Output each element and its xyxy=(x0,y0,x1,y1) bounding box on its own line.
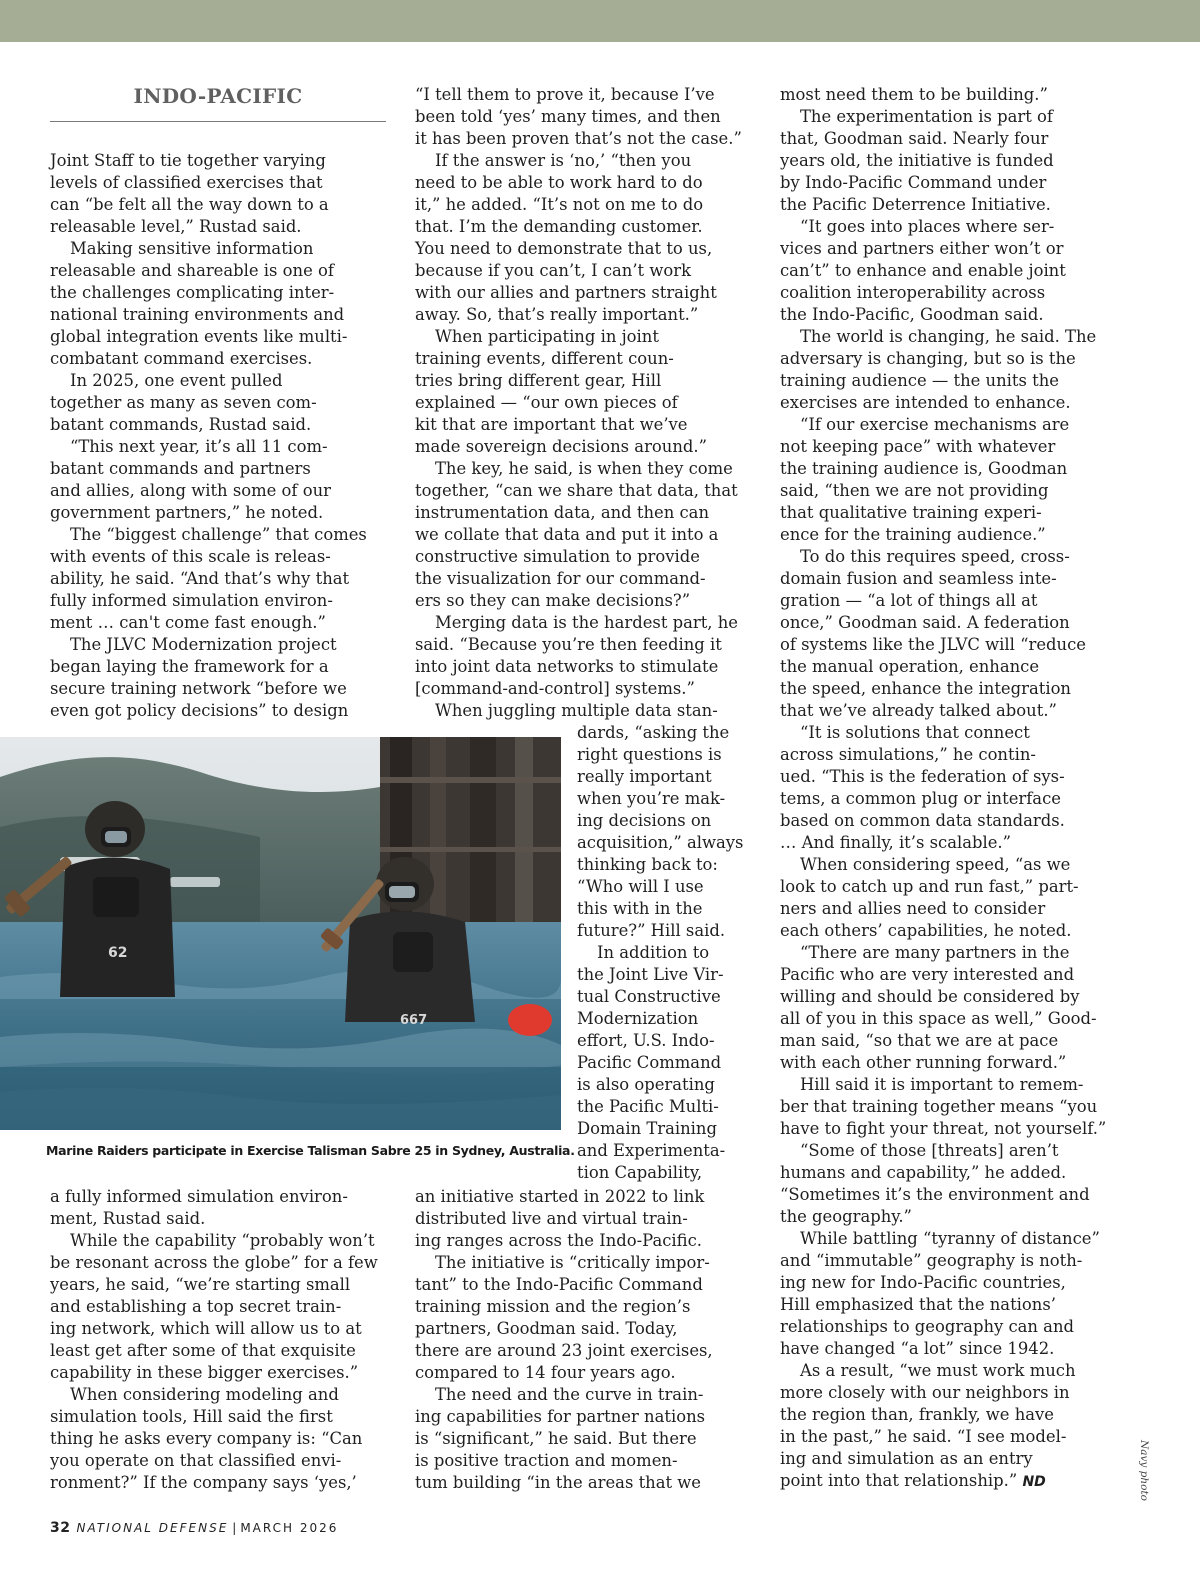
article-text-line: ners and allies need to consider xyxy=(780,899,1046,918)
diver-number-2: 667 xyxy=(400,1013,428,1028)
article-text-line: ing new for Indo-Pacific countries, xyxy=(780,1273,1066,1292)
article-text-line: Modernization xyxy=(577,1009,699,1028)
section-divider xyxy=(50,121,386,122)
column-2-wrap xyxy=(577,722,743,1184)
article-text-line: together as many as seven com- xyxy=(50,393,317,412)
article-text-line: constructive simulation to provide xyxy=(415,547,700,566)
article-text-line: there are around 23 joint exercises, xyxy=(415,1341,713,1360)
article-text-line: fully informed simulation environ- xyxy=(50,591,333,610)
article-text-line: with events of this scale is releas- xyxy=(50,547,331,566)
article-text-line: point into that relationship.” xyxy=(780,1471,1018,1490)
article-text-line: when you’re mak- xyxy=(577,789,726,808)
article-text-line: ment, Rustad said. xyxy=(50,1209,206,1228)
article-text-line: once,” Goodman said. A federation xyxy=(780,613,1070,632)
article-text-line: Domain Training xyxy=(577,1119,717,1138)
article-text-line: gration — “a lot of things all at xyxy=(780,591,1038,610)
article-text-line: man said, “so that we are at pace xyxy=(780,1031,1059,1050)
article-text-line: When participating in joint xyxy=(435,327,659,346)
article-text-line: explained — “our own pieces of xyxy=(415,393,678,412)
column-1-upper xyxy=(50,150,367,722)
article-text-line: with our allies and partners straight xyxy=(415,283,717,302)
article-text-line: the geography.” xyxy=(780,1207,912,1226)
article-text-line: ing ranges across the Indo-Pacific. xyxy=(415,1231,702,1250)
article-text-line: The world is changing, he said. The xyxy=(800,327,1097,346)
article-text-line: national training environments and xyxy=(50,305,345,324)
article-text-line: domain fusion and seamless inte- xyxy=(780,569,1057,588)
article-text-line: and establishing a top secret train- xyxy=(50,1297,342,1316)
article-text-line: be resonant across the globe” for a few xyxy=(50,1253,378,1272)
article-text-line: all of you in this space as well,” Good- xyxy=(780,1009,1097,1028)
article-text-line: tems, a common plug or interface xyxy=(780,789,1061,808)
article-text-line: “Sometimes it’s the environment and xyxy=(780,1185,1090,1204)
article-text-line: partners, Goodman said. Today, xyxy=(415,1319,678,1338)
article-text-line: As a result, “we must work much xyxy=(800,1361,1076,1380)
article-text-line: that, Goodman said. Nearly four xyxy=(780,129,1049,148)
article-text-line: releasable level,” Rustad said. xyxy=(50,217,302,236)
issue-date: MARCH 2026 xyxy=(240,1521,339,1535)
article-text-line: and “immutable” geography is noth- xyxy=(780,1251,1083,1270)
article-text-line: is “significant,” he said. But there xyxy=(415,1429,697,1448)
article-text-line: effort, U.S. Indo- xyxy=(577,1031,715,1050)
article-text-line: have changed “a lot” since 1942. xyxy=(780,1339,1055,1358)
article-text-line: ers so they can make decisions?” xyxy=(415,591,691,610)
article-text-line: ability, he said. “And that’s why that xyxy=(50,569,350,588)
article-text-line: Merging data is the hardest part, he xyxy=(435,613,738,632)
article-text-line: relationships to geography can and xyxy=(780,1317,1075,1336)
article-text-line: based on common data standards. xyxy=(780,811,1065,830)
article-text-line: that we’ve already talked about.” xyxy=(780,701,1057,720)
article-text-line: ing decisions on xyxy=(577,811,712,830)
article-text-line: The need and the curve in train- xyxy=(435,1385,704,1404)
article-text-line: Hill said it is important to remem- xyxy=(800,1075,1084,1094)
article-text-line: right questions is xyxy=(577,745,722,764)
article-text-line: “This next year, it’s all 11 com- xyxy=(70,437,328,456)
article-text-line: together, “can we share that data, that xyxy=(415,481,738,500)
article-text-line: even got policy decisions” to design xyxy=(50,701,349,720)
article-text-line: … And finally, it’s scalable.” xyxy=(780,833,1012,852)
article-text-line: “It goes into places where ser- xyxy=(800,217,1055,236)
article-text-line: can “be felt all the way down to a xyxy=(50,195,329,214)
article-text-line: batant commands and partners xyxy=(50,459,311,478)
article-text-line: look to catch up and run fast,” part- xyxy=(780,877,1079,896)
article-text-line: can’t” to enhance and enable joint xyxy=(780,261,1066,280)
article-text-line: ing capabilities for partner nations xyxy=(415,1407,706,1426)
article-text-line: years old, the initiative is funded xyxy=(780,151,1054,170)
article-text-line: kit that are important that we’ve xyxy=(415,415,688,434)
article-text-line: with each other running forward.” xyxy=(780,1053,1067,1072)
article-text-line: we collate that data and put it into a xyxy=(415,525,719,544)
article-text-line: “If our exercise mechanisms are xyxy=(800,415,1070,434)
article-text-line: of systems like the JLVC will “reduce xyxy=(780,635,1086,654)
article-text-line: the speed, enhance the integration xyxy=(780,679,1071,698)
article-photo xyxy=(0,737,561,1130)
article-text-line: humans and capability,” he added. xyxy=(780,1163,1067,1182)
article-text-line: into joint data networks to stimulate xyxy=(415,657,719,676)
article-text-line: training events, different coun- xyxy=(415,349,674,368)
article-text-line: the Pacific Deterrence Initiative. xyxy=(780,195,1051,214)
article-text-line: in the past,” he said. “I see model- xyxy=(780,1427,1067,1446)
article-text-line: “Who will I use xyxy=(577,877,704,896)
article-text-line: vices and partners either won’t or xyxy=(780,239,1064,258)
article-text-line: began laying the framework for a xyxy=(50,657,329,676)
article-text-line: Making sensitive information xyxy=(70,239,314,258)
article-text-line: across simulations,” he contin- xyxy=(780,745,1036,764)
article-text-line: a fully informed simulation environ- xyxy=(50,1187,348,1206)
article-text-line: it,” he added. “It’s not on me to do xyxy=(415,195,704,214)
article-text-line: In addition to xyxy=(597,943,710,962)
article-text-line: away. So, that’s really important.” xyxy=(415,305,699,324)
article-text-line: not keeping pace” with whatever xyxy=(780,437,1056,456)
diver-number-1: 62 xyxy=(108,945,128,961)
photo-caption: Marine Raiders participate in Exercise Talisman Sabre 25 in Sydney, Australia. xyxy=(46,1143,575,1158)
article-text-line: ronment?” If the company says ‘yes,’ xyxy=(50,1473,357,1492)
article-text-line: because if you can’t, I can’t work xyxy=(415,261,692,280)
article-text-line: If the answer is ‘no,’ “then you xyxy=(435,151,692,170)
article-text-line: the Pacific Multi- xyxy=(577,1097,719,1116)
article-text-line: To do this requires speed, cross- xyxy=(800,547,1070,566)
article-text-line: least get after some of that exquisite xyxy=(50,1341,356,1360)
article-text-line: ing network, which will allow us to at xyxy=(50,1319,362,1338)
article-text-line: The experimentation is part of xyxy=(800,107,1053,126)
article-text-line: global integration events like multi- xyxy=(50,327,348,346)
article-text-line: the region than, frankly, we have xyxy=(780,1405,1054,1424)
article-text-line: tum building “in the areas that we xyxy=(415,1473,702,1492)
article-text-line: the training audience is, Goodman xyxy=(780,459,1068,478)
article-text-line: each others’ capabilities, he noted. xyxy=(780,921,1072,940)
article-text-line: future?” Hill said. xyxy=(577,921,726,940)
article-text-line: ence for the training audience.” xyxy=(780,525,1046,544)
article-text-line: dards, “asking the xyxy=(577,723,730,742)
article-text-line: “It is solutions that connect xyxy=(800,723,1030,742)
article-text-line: While the capability “probably won’t xyxy=(70,1231,375,1250)
article-text-line: you operate on that classified envi- xyxy=(50,1451,342,1470)
article-text-line: is positive traction and momen- xyxy=(415,1451,678,1470)
article-text-line: training mission and the region’s xyxy=(415,1297,691,1316)
article-text-line: Joint Staff to tie together varying xyxy=(50,151,326,170)
article-text-line: The key, he said, is when they come xyxy=(435,459,733,478)
article-text-line: ing and simulation as an entry xyxy=(780,1449,1033,1468)
article-text-line: distributed live and virtual train- xyxy=(415,1209,688,1228)
article-text-line: tries bring different gear, Hill xyxy=(415,371,662,390)
article-text-line: “I tell them to prove it, because I’ve xyxy=(415,85,715,104)
article-text-line: In 2025, one event pulled xyxy=(70,371,283,390)
column-2-upper xyxy=(415,84,742,722)
article-text-line: that. I’m the demanding customer. xyxy=(415,217,703,236)
photo-credit: Navy photo xyxy=(1138,1440,1150,1501)
article-text-line: said, “then we are not providing xyxy=(780,481,1049,500)
article-text-line: been told ‘yes’ many times, and then xyxy=(415,107,721,126)
article-text-line: that qualitative training experi- xyxy=(780,503,1042,522)
article-text-line: “Some of those [threats] aren’t xyxy=(800,1141,1059,1160)
article-text-line: this with in the xyxy=(577,899,703,918)
article-text-line: adversary is changing, but so is the xyxy=(780,349,1076,368)
article-text-line: need to be able to work hard to do xyxy=(415,173,703,192)
article-text-line: Pacific Command xyxy=(577,1053,722,1072)
article-text-line: tion Capability, xyxy=(577,1163,703,1182)
section-label: INDO-PACIFIC xyxy=(133,84,303,108)
article-text-line: secure training network “before we xyxy=(50,679,347,698)
article-text-line: by Indo-Pacific Command under xyxy=(780,173,1047,192)
article-text-line: capability in these bigger exercises.” xyxy=(50,1363,359,1382)
article-text-line: [command-and-control] systems.” xyxy=(415,679,695,698)
article-text-line: the Indo-Pacific, Goodman said. xyxy=(780,305,1044,324)
article-text-line: said. “Because you’re then feeding it xyxy=(415,635,722,654)
article-text-line: and allies, along with some of our xyxy=(50,481,331,500)
article-text-line: The initiative is “critically impor- xyxy=(435,1253,710,1272)
article-text-line: ued. “This is the federation of sys- xyxy=(780,767,1065,786)
article-text-line: tual Constructive xyxy=(577,987,721,1006)
article-text-line: the manual operation, enhance xyxy=(780,657,1040,676)
article-text-line: have to fight your threat, not yourself.” xyxy=(780,1119,1107,1138)
column-3 xyxy=(780,84,1106,1492)
article-text-line: tant” to the Indo-Pacific Command xyxy=(415,1275,703,1294)
article-text-line: You need to demonstrate that to us, xyxy=(415,239,713,258)
article-text-line: years, he said, “we’re starting small xyxy=(50,1275,351,1294)
footer-separator: | xyxy=(232,1521,237,1535)
article-text-line: releasable and shareable is one of xyxy=(50,261,334,280)
article-text-line: acquisition,” always xyxy=(577,833,744,852)
article-text-line: exercises are intended to enhance. xyxy=(780,393,1071,412)
article-text-line: is also operating xyxy=(577,1075,715,1094)
article-text-line: it has been proven that’s not the case.” xyxy=(415,129,742,148)
article-text-line: government partners,” he noted. xyxy=(50,503,324,522)
article-text-line: The JLVC Modernization project xyxy=(70,635,337,654)
article-text-line: levels of classified exercises that xyxy=(50,173,323,192)
publication-name: NATIONAL DEFENSE xyxy=(76,1521,229,1535)
page-number: 32 xyxy=(50,1520,71,1536)
article-text-line: combatant command exercises. xyxy=(50,349,313,368)
article-text-line: Hill emphasized that the nations’ xyxy=(780,1295,1056,1314)
article-text-line: more closely with our neighbors in xyxy=(780,1383,1070,1402)
article-text-line: really important xyxy=(577,767,712,786)
article-text-line: While battling “tyranny of distance” xyxy=(800,1229,1100,1248)
article-text-line: and Experimenta- xyxy=(577,1141,726,1160)
article-text-line: the visualization for our command- xyxy=(415,569,706,588)
article-text-line: the Joint Live Vir- xyxy=(577,965,724,984)
article-text-line: Pacific who are very interested and xyxy=(780,965,1075,984)
article-text-line: “There are many partners in the xyxy=(800,943,1070,962)
column-1-lower xyxy=(50,1186,378,1494)
article-text-line: simulation tools, Hill said the first xyxy=(50,1407,333,1426)
article-text-line: made sovereign decisions around.” xyxy=(415,437,707,456)
article-text-line: willing and should be considered by xyxy=(780,987,1080,1006)
article-text-line: ber that training together means “you xyxy=(780,1097,1098,1116)
article-text-line: When considering speed, “as we xyxy=(800,855,1071,874)
article-text-line: an initiative started in 2022 to link xyxy=(415,1187,705,1206)
article-text-line: When considering modeling and xyxy=(70,1385,339,1404)
article-text-line: When juggling multiple data stan- xyxy=(435,701,718,720)
article-text-line: instrumentation data, and then can xyxy=(415,503,709,522)
article-text-line: compared to 14 four years ago. xyxy=(415,1363,676,1382)
page-footer xyxy=(50,1520,338,1536)
column-2-lower xyxy=(415,1186,713,1494)
top-color-bar xyxy=(0,0,1200,42)
article-text-line: most need them to be building.” xyxy=(780,85,1048,104)
article-text-line: coalition interoperability across xyxy=(780,283,1046,302)
article-text-line: the challenges complicating inter- xyxy=(50,283,335,302)
article-text-line: training audience — the units the xyxy=(780,371,1059,390)
article-end-mark: ND xyxy=(1022,1474,1046,1490)
article-text-line: ment … can't come fast enough.” xyxy=(50,613,326,632)
article-text-line: The “biggest challenge” that comes xyxy=(70,525,367,544)
article-text-line: thinking back to: xyxy=(577,855,718,874)
article-text-line: thing he asks every company is: “Can xyxy=(50,1429,363,1448)
article-text-line: batant commands, Rustad said. xyxy=(50,415,312,434)
